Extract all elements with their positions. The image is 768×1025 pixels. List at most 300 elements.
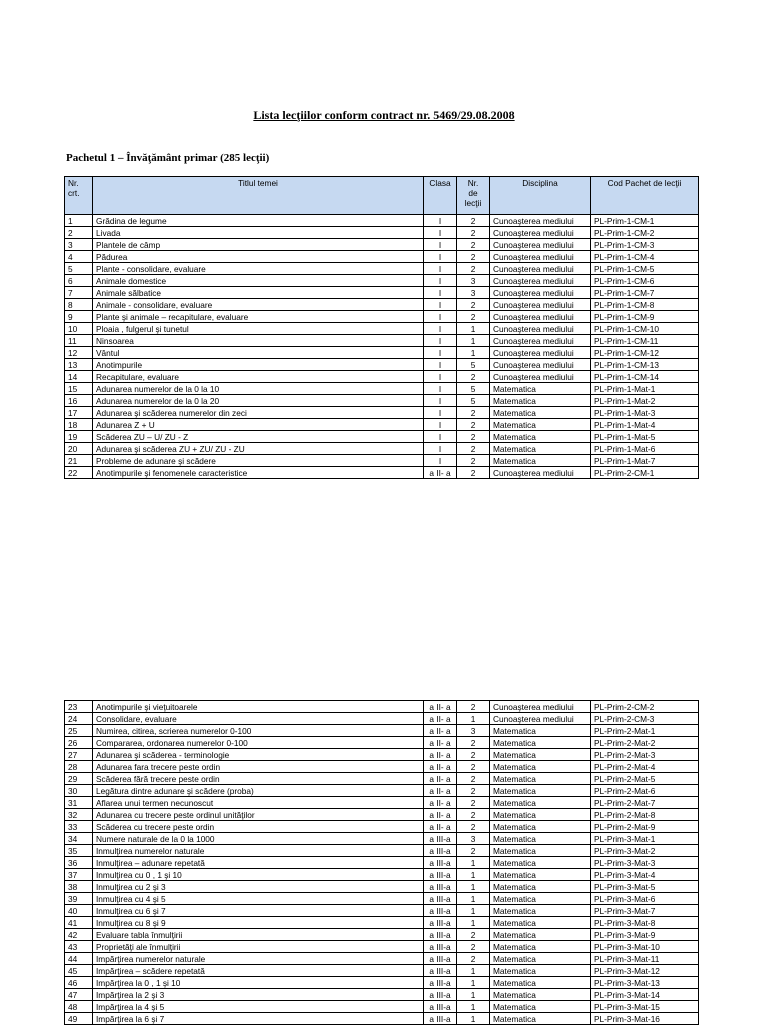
table-row <box>65 371 699 383</box>
cell-nr-lectii: 2 <box>457 215 490 227</box>
cell-nr-lectii: 1 <box>457 1013 490 1025</box>
cell-nr-lectii: 1 <box>457 713 490 725</box>
cell-nr-lectii: 1 <box>457 989 490 1001</box>
cell-nr-lectii: 1 <box>457 347 490 359</box>
cell-nr-lectii: 2 <box>457 785 490 797</box>
cell-cod-pachet: PL-Prim-3-Mat-5 <box>591 881 699 893</box>
cell-nr-lectii: 3 <box>457 287 490 299</box>
cell-clasa: a III-a <box>424 941 457 953</box>
cell-titlul-temei: Numirea, citirea, scrierea numerelor 0-100 <box>93 725 424 737</box>
cell-cod-pachet: PL-Prim-3-Mat-4 <box>591 869 699 881</box>
cell-clasa: a III-a <box>424 869 457 881</box>
cell-titlul-temei: Compararea, ordonarea numerelor 0-100 <box>93 737 424 749</box>
cell-nr-crt: 43 <box>65 941 93 953</box>
table-row <box>65 299 699 311</box>
cell-nr-crt: 7 <box>65 287 93 299</box>
cell-cod-pachet: PL-Prim-1-Mat-2 <box>591 395 699 407</box>
table-row <box>65 869 699 881</box>
cell-disciplina: Cunoaşterea mediului <box>490 359 591 371</box>
cell-nr-crt: 6 <box>65 275 93 287</box>
cell-titlul-temei: Adunarea Z + U <box>93 419 424 431</box>
table-row <box>65 263 699 275</box>
cell-disciplina: Cunoaşterea mediului <box>490 275 591 287</box>
cell-clasa: I <box>424 395 457 407</box>
cell-nr-lectii: 2 <box>457 467 490 479</box>
cell-nr-lectii: 3 <box>457 833 490 845</box>
cell-disciplina: Cunoaşterea mediului <box>490 323 591 335</box>
cell-cod-pachet: PL-Prim-3-Mat-1 <box>591 833 699 845</box>
cell-nr-lectii: 1 <box>457 905 490 917</box>
cell-nr-lectii: 1 <box>457 965 490 977</box>
cell-nr-crt: 15 <box>65 383 93 395</box>
cell-nr-lectii: 1 <box>457 323 490 335</box>
cell-disciplina: Cunoaşterea mediului <box>490 371 591 383</box>
cell-cod-pachet: PL-Prim-2-Mat-2 <box>591 737 699 749</box>
cell-disciplina: Matematica <box>490 419 591 431</box>
cell-cod-pachet: PL-Prim-3-Mat-7 <box>591 905 699 917</box>
table-row <box>65 215 699 227</box>
cell-nr-lectii: 1 <box>457 917 490 929</box>
cell-disciplina: Matematica <box>490 989 591 1001</box>
cell-cod-pachet: PL-Prim-1-CM-6 <box>591 275 699 287</box>
table-row <box>65 737 699 749</box>
cell-titlul-temei: Plante şi animale – recapitulare, evaluare <box>93 311 424 323</box>
cell-nr-lectii: 2 <box>457 371 490 383</box>
table-row <box>65 797 699 809</box>
cell-titlul-temei: Inmulţirea cu 0 , 1 şi 10 <box>93 869 424 881</box>
cell-nr-crt: 28 <box>65 761 93 773</box>
cell-clasa: a II- a <box>424 809 457 821</box>
cell-nr-lectii: 2 <box>457 821 490 833</box>
cell-titlul-temei: Inmulţirea cu 4 şi 5 <box>93 893 424 905</box>
cell-nr-crt: 33 <box>65 821 93 833</box>
cell-clasa: a II- a <box>424 725 457 737</box>
cell-nr-crt: 16 <box>65 395 93 407</box>
cell-disciplina: Cunoaşterea mediului <box>490 713 591 725</box>
cell-cod-pachet: PL-Prim-2-Mat-4 <box>591 761 699 773</box>
cell-nr-crt: 5 <box>65 263 93 275</box>
cell-clasa: a III-a <box>424 929 457 941</box>
cell-nr-lectii: 2 <box>457 251 490 263</box>
cell-nr-crt: 23 <box>65 701 93 713</box>
cell-titlul-temei: Inmulţirea numerelor naturale <box>93 845 424 857</box>
cell-disciplina: Cunoaşterea mediului <box>490 311 591 323</box>
cell-nr-crt: 34 <box>65 833 93 845</box>
cell-nr-crt: 12 <box>65 347 93 359</box>
cell-clasa: I <box>424 323 457 335</box>
cell-cod-pachet: PL-Prim-1-CM-9 <box>591 311 699 323</box>
cell-disciplina: Matematica <box>490 821 591 833</box>
cell-nr-crt: 44 <box>65 953 93 965</box>
cell-nr-crt: 4 <box>65 251 93 263</box>
table-row <box>65 965 699 977</box>
cell-clasa: a II- a <box>424 701 457 713</box>
table-header-row <box>65 177 699 215</box>
cell-disciplina: Matematica <box>490 773 591 785</box>
cell-titlul-temei: Pădurea <box>93 251 424 263</box>
table-row <box>65 725 699 737</box>
cell-clasa: a II- a <box>424 467 457 479</box>
cell-disciplina: Cunoaşterea mediului <box>490 215 591 227</box>
cell-nr-lectii: 2 <box>457 443 490 455</box>
cell-clasa: I <box>424 287 457 299</box>
cell-nr-lectii: 2 <box>457 407 490 419</box>
cell-titlul-temei: Animale sălbatice <box>93 287 424 299</box>
header-disciplina: Disciplina <box>490 177 591 215</box>
cell-nr-crt: 31 <box>65 797 93 809</box>
cell-disciplina: Matematica <box>490 953 591 965</box>
cell-clasa: I <box>424 275 457 287</box>
cell-nr-crt: 25 <box>65 725 93 737</box>
cell-titlul-temei: Ninsoarea <box>93 335 424 347</box>
cell-clasa: a III-a <box>424 845 457 857</box>
cell-cod-pachet: PL-Prim-1-Mat-1 <box>591 383 699 395</box>
header-nr-lectii: Nr. de lecţii <box>457 177 490 215</box>
cell-nr-crt: 22 <box>65 467 93 479</box>
cell-titlul-temei: Inmulţirea cu 8 şi 9 <box>93 917 424 929</box>
cell-nr-lectii: 2 <box>457 299 490 311</box>
table-row <box>65 917 699 929</box>
cell-disciplina: Cunoaşterea mediului <box>490 287 591 299</box>
cell-nr-lectii: 2 <box>457 929 490 941</box>
cell-nr-crt: 32 <box>65 809 93 821</box>
cell-cod-pachet: PL-Prim-2-CM-3 <box>591 713 699 725</box>
cell-nr-lectii: 1 <box>457 335 490 347</box>
cell-nr-lectii: 5 <box>457 359 490 371</box>
cell-nr-crt: 11 <box>65 335 93 347</box>
cell-nr-lectii: 1 <box>457 857 490 869</box>
cell-disciplina: Cunoaşterea mediului <box>490 227 591 239</box>
cell-disciplina: Matematica <box>490 383 591 395</box>
cell-nr-crt: 21 <box>65 455 93 467</box>
cell-titlul-temei: Evaluare tabla înmulţirii <box>93 929 424 941</box>
cell-titlul-temei: Vântul <box>93 347 424 359</box>
table-row <box>65 953 699 965</box>
cell-nr-lectii: 2 <box>457 263 490 275</box>
cell-nr-lectii: 2 <box>457 761 490 773</box>
cell-cod-pachet: PL-Prim-1-Mat-6 <box>591 443 699 455</box>
cell-titlul-temei: Adunarea numerelor de la 0 la 10 <box>93 383 424 395</box>
cell-clasa: a III-a <box>424 833 457 845</box>
cell-nr-lectii: 2 <box>457 941 490 953</box>
cell-clasa: I <box>424 419 457 431</box>
cell-disciplina: Matematica <box>490 797 591 809</box>
cell-disciplina: Cunoaşterea mediului <box>490 239 591 251</box>
cell-nr-crt: 2 <box>65 227 93 239</box>
cell-titlul-temei: Ploaia , fulgerul şi tunetul <box>93 323 424 335</box>
cell-cod-pachet: PL-Prim-1-CM-5 <box>591 263 699 275</box>
cell-titlul-temei: Adunarea şi scăderea ZU + ZU/ ZU - ZU <box>93 443 424 455</box>
cell-disciplina: Matematica <box>490 857 591 869</box>
table-row <box>65 455 699 467</box>
cell-disciplina: Matematica <box>490 407 591 419</box>
cell-cod-pachet: PL-Prim-1-CM-4 <box>591 251 699 263</box>
table-row <box>65 857 699 869</box>
cell-nr-crt: 18 <box>65 419 93 431</box>
table-row <box>65 881 699 893</box>
cell-disciplina: Matematica <box>490 869 591 881</box>
cell-clasa: I <box>424 263 457 275</box>
cell-disciplina: Matematica <box>490 941 591 953</box>
cell-cod-pachet: PL-Prim-3-Mat-6 <box>591 893 699 905</box>
cell-nr-lectii: 1 <box>457 869 490 881</box>
cell-nr-crt: 38 <box>65 881 93 893</box>
cell-nr-crt: 45 <box>65 965 93 977</box>
cell-nr-crt: 1 <box>65 215 93 227</box>
cell-nr-crt: 30 <box>65 785 93 797</box>
cell-titlul-temei: Inmulţirea cu 6 şi 7 <box>93 905 424 917</box>
cell-disciplina: Matematica <box>490 455 591 467</box>
table-row <box>65 275 699 287</box>
cell-clasa: I <box>424 215 457 227</box>
cell-cod-pachet: PL-Prim-1-CM-10 <box>591 323 699 335</box>
cell-titlul-temei: Impărţirea numerelor naturale <box>93 953 424 965</box>
cell-cod-pachet: PL-Prim-1-CM-2 <box>591 227 699 239</box>
cell-nr-lectii: 1 <box>457 881 490 893</box>
table-row <box>65 407 699 419</box>
cell-clasa: a II- a <box>424 785 457 797</box>
cell-disciplina: Matematica <box>490 965 591 977</box>
table-row <box>65 395 699 407</box>
cell-nr-lectii: 1 <box>457 977 490 989</box>
cell-nr-lectii: 5 <box>457 383 490 395</box>
cell-clasa: a III-a <box>424 1001 457 1013</box>
cell-disciplina: Cunoaşterea mediului <box>490 263 591 275</box>
table-row <box>65 713 699 725</box>
cell-clasa: a III-a <box>424 857 457 869</box>
cell-nr-lectii: 2 <box>457 953 490 965</box>
table-row <box>65 443 699 455</box>
cell-clasa: I <box>424 311 457 323</box>
cell-nr-lectii: 3 <box>457 275 490 287</box>
cell-clasa: I <box>424 335 457 347</box>
cell-nr-crt: 40 <box>65 905 93 917</box>
table-row <box>65 431 699 443</box>
cell-clasa: I <box>424 383 457 395</box>
cell-disciplina: Matematica <box>490 737 591 749</box>
cell-clasa: a III-a <box>424 1013 457 1025</box>
table-row <box>65 809 699 821</box>
cell-nr-crt: 19 <box>65 431 93 443</box>
cell-disciplina: Matematica <box>490 833 591 845</box>
cell-disciplina: Matematica <box>490 893 591 905</box>
cell-clasa: I <box>424 347 457 359</box>
cell-cod-pachet: PL-Prim-1-CM-8 <box>591 299 699 311</box>
cell-disciplina: Cunoaşterea mediului <box>490 701 591 713</box>
cell-nr-crt: 35 <box>65 845 93 857</box>
cell-nr-crt: 37 <box>65 869 93 881</box>
cell-nr-lectii: 2 <box>457 773 490 785</box>
cell-clasa: a III-a <box>424 917 457 929</box>
cell-disciplina: Matematica <box>490 761 591 773</box>
cell-clasa: I <box>424 251 457 263</box>
cell-titlul-temei: Aflarea unui termen necunoscut <box>93 797 424 809</box>
cell-cod-pachet: PL-Prim-1-CM-3 <box>591 239 699 251</box>
table-row <box>65 821 699 833</box>
cell-nr-crt: 13 <box>65 359 93 371</box>
cell-titlul-temei: Numere naturale de la 0 la 1000 <box>93 833 424 845</box>
header-cod-pachet: Cod Pachet de lecţii <box>591 177 699 215</box>
cell-titlul-temei: Proprietăţi ale înmulţirii <box>93 941 424 953</box>
cell-clasa: a II- a <box>424 737 457 749</box>
cell-cod-pachet: PL-Prim-1-CM-11 <box>591 335 699 347</box>
cell-nr-crt: 27 <box>65 749 93 761</box>
cell-cod-pachet: PL-Prim-3-Mat-14 <box>591 989 699 1001</box>
table-row <box>65 419 699 431</box>
cell-titlul-temei: Inmulţirea – adunare repetată <box>93 857 424 869</box>
table-row <box>65 905 699 917</box>
cell-clasa: a III-a <box>424 905 457 917</box>
cell-titlul-temei: Recapitulare, evaluare <box>93 371 424 383</box>
table-row <box>65 773 699 785</box>
cell-nr-lectii: 2 <box>457 431 490 443</box>
cell-cod-pachet: PL-Prim-1-Mat-4 <box>591 419 699 431</box>
cell-cod-pachet: PL-Prim-2-Mat-6 <box>591 785 699 797</box>
cell-disciplina: Cunoaşterea mediului <box>490 299 591 311</box>
cell-cod-pachet: PL-Prim-3-Mat-10 <box>591 941 699 953</box>
cell-nr-crt: 14 <box>65 371 93 383</box>
cell-cod-pachet: PL-Prim-3-Mat-12 <box>591 965 699 977</box>
cell-cod-pachet: PL-Prim-1-CM-13 <box>591 359 699 371</box>
cell-cod-pachet: PL-Prim-1-Mat-7 <box>591 455 699 467</box>
cell-cod-pachet: PL-Prim-3-Mat-3 <box>591 857 699 869</box>
table-row <box>65 989 699 1001</box>
cell-nr-crt: 47 <box>65 989 93 1001</box>
cell-disciplina: Matematica <box>490 749 591 761</box>
cell-nr-lectii: 1 <box>457 1001 490 1013</box>
cell-titlul-temei: Impărţirea la 2 şi 3 <box>93 989 424 1001</box>
cell-nr-crt: 9 <box>65 311 93 323</box>
cell-clasa: I <box>424 443 457 455</box>
lessons-table-part2 <box>64 700 699 1025</box>
cell-cod-pachet: PL-Prim-2-Mat-7 <box>591 797 699 809</box>
cell-disciplina: Matematica <box>490 809 591 821</box>
table-row <box>65 383 699 395</box>
cell-clasa: a III-a <box>424 989 457 1001</box>
cell-disciplina: Matematica <box>490 917 591 929</box>
table-row <box>65 287 699 299</box>
cell-nr-crt: 49 <box>65 1013 93 1025</box>
cell-titlul-temei: Scăderea fără trecere peste ordin <box>93 773 424 785</box>
cell-nr-crt: 39 <box>65 893 93 905</box>
table-row <box>65 749 699 761</box>
cell-nr-lectii: 2 <box>457 227 490 239</box>
cell-titlul-temei: Animale domestice <box>93 275 424 287</box>
cell-clasa: a III-a <box>424 881 457 893</box>
cell-nr-lectii: 2 <box>457 797 490 809</box>
table-row <box>65 929 699 941</box>
cell-nr-lectii: 2 <box>457 749 490 761</box>
header-clasa: Clasa <box>424 177 457 215</box>
cell-clasa: a II- a <box>424 821 457 833</box>
cell-cod-pachet: PL-Prim-3-Mat-13 <box>591 977 699 989</box>
cell-cod-pachet: PL-Prim-1-CM-1 <box>591 215 699 227</box>
cell-titlul-temei: Plante - consolidare, evaluare <box>93 263 424 275</box>
cell-cod-pachet: PL-Prim-2-Mat-8 <box>591 809 699 821</box>
cell-nr-crt: 41 <box>65 917 93 929</box>
cell-cod-pachet: PL-Prim-1-Mat-3 <box>591 407 699 419</box>
cell-titlul-temei: Livada <box>93 227 424 239</box>
header-titlul-temei: Titlul temei <box>93 177 424 215</box>
cell-cod-pachet: PL-Prim-3-Mat-9 <box>591 929 699 941</box>
table-row <box>65 977 699 989</box>
cell-nr-crt: 20 <box>65 443 93 455</box>
table-row <box>65 251 699 263</box>
table-row <box>65 311 699 323</box>
cell-cod-pachet: PL-Prim-3-Mat-8 <box>591 917 699 929</box>
cell-clasa: a II- a <box>424 761 457 773</box>
cell-disciplina: Matematica <box>490 443 591 455</box>
cell-disciplina: Matematica <box>490 431 591 443</box>
cell-clasa: I <box>424 407 457 419</box>
cell-titlul-temei: Impărţirea la 0 , 1 şi 10 <box>93 977 424 989</box>
cell-titlul-temei: Anotimpurile şi vieţuitoarele <box>93 701 424 713</box>
cell-titlul-temei: Adunarea numerelor de la 0 la 20 <box>93 395 424 407</box>
cell-clasa: a III-a <box>424 977 457 989</box>
cell-titlul-temei: Grădina de legume <box>93 215 424 227</box>
cell-clasa: I <box>424 431 457 443</box>
cell-cod-pachet: PL-Prim-1-CM-14 <box>591 371 699 383</box>
cell-titlul-temei: Anotimpurile <box>93 359 424 371</box>
cell-clasa: a III-a <box>424 953 457 965</box>
cell-titlul-temei: Scăderea cu trecere peste ordin <box>93 821 424 833</box>
cell-disciplina: Matematica <box>490 395 591 407</box>
table-row <box>65 941 699 953</box>
cell-nr-crt: 48 <box>65 1001 93 1013</box>
cell-cod-pachet: PL-Prim-2-CM-1 <box>591 467 699 479</box>
cell-clasa: a III-a <box>424 893 457 905</box>
cell-nr-crt: 42 <box>65 929 93 941</box>
cell-nr-crt: 26 <box>65 737 93 749</box>
cell-titlul-temei: Adunarea fara trecere peste ordin <box>93 761 424 773</box>
cell-disciplina: Matematica <box>490 845 591 857</box>
cell-titlul-temei: Adunarea şi scăderea - terminologie <box>93 749 424 761</box>
cell-disciplina: Cunoaşterea mediului <box>490 467 591 479</box>
cell-disciplina: Matematica <box>490 785 591 797</box>
cell-disciplina: Cunoaşterea mediului <box>490 347 591 359</box>
cell-nr-lectii: 1 <box>457 893 490 905</box>
cell-disciplina: Matematica <box>490 1001 591 1013</box>
cell-nr-lectii: 2 <box>457 701 490 713</box>
cell-clasa: a II- a <box>424 773 457 785</box>
header-nr-crt: Nr. crt. <box>65 177 93 215</box>
cell-clasa: I <box>424 299 457 311</box>
cell-nr-lectii: 2 <box>457 845 490 857</box>
cell-cod-pachet: PL-Prim-2-Mat-5 <box>591 773 699 785</box>
cell-titlul-temei: Plantele de câmp <box>93 239 424 251</box>
cell-nr-crt: 3 <box>65 239 93 251</box>
cell-disciplina: Matematica <box>490 977 591 989</box>
lessons-table-part1 <box>64 176 699 479</box>
table-row <box>65 1001 699 1013</box>
cell-nr-lectii: 2 <box>457 239 490 251</box>
table-row <box>65 323 699 335</box>
cell-nr-lectii: 5 <box>457 395 490 407</box>
table-row <box>65 845 699 857</box>
table-row <box>65 893 699 905</box>
cell-disciplina: Matematica <box>490 929 591 941</box>
cell-nr-crt: 46 <box>65 977 93 989</box>
cell-clasa: I <box>424 455 457 467</box>
cell-nr-crt: 24 <box>65 713 93 725</box>
cell-titlul-temei: Adunarea şi scăderea numerelor din zeci <box>93 407 424 419</box>
cell-cod-pachet: PL-Prim-3-Mat-11 <box>591 953 699 965</box>
table-row <box>65 833 699 845</box>
table-row <box>65 239 699 251</box>
cell-titlul-temei: Impărţirea la 4 şi 5 <box>93 1001 424 1013</box>
cell-nr-crt: 29 <box>65 773 93 785</box>
cell-titlul-temei: Impărţirea la 6 şi 7 <box>93 1013 424 1025</box>
